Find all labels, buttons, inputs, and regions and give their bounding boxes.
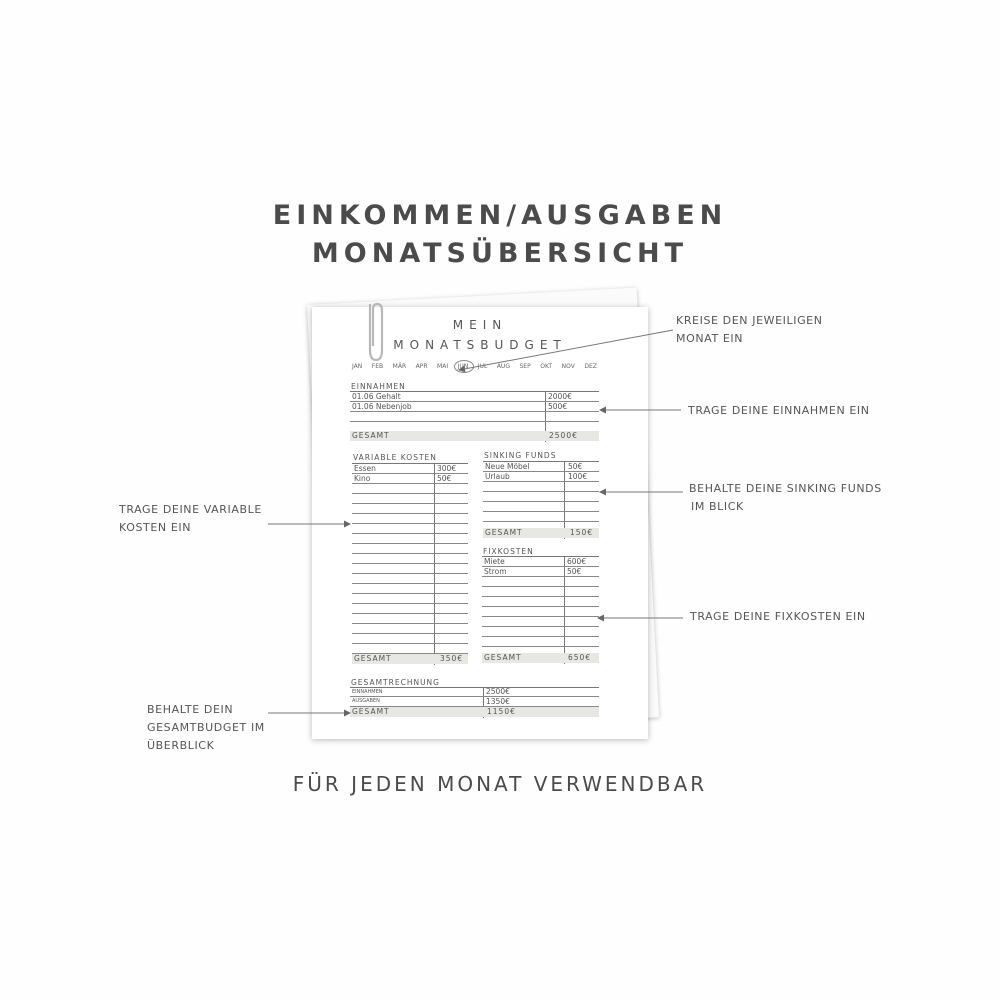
variable-total-row: GESAMT 350€ xyxy=(352,654,468,664)
summary-section-label: GESAMTRECHNUNG xyxy=(351,678,440,687)
table-row: Essen 300€ xyxy=(352,464,468,474)
month-mai[interactable]: MAI xyxy=(437,363,449,370)
month-feb[interactable]: FEB xyxy=(371,363,384,370)
annotation-fixed: TRAGE DEINE FIXKOSTEN EIN xyxy=(690,610,866,623)
footer-text: FÜR JEDEN MONAT VERWENDBAR xyxy=(292,772,708,796)
fixed-section-label: FIXKOSTEN xyxy=(483,547,534,556)
annotation-sinking: BEHALTE DEINE SINKING FUNDS IM BLICK xyxy=(689,482,882,513)
income-section-label: EINNAHMEN xyxy=(351,382,406,391)
month-mar[interactable]: MÄR xyxy=(392,363,407,370)
table-row: Neue Möbel 50€ xyxy=(483,462,599,472)
annotation-total: BEHALTE DEIN GESAMTBUDGET IM ÜBERBLICK xyxy=(147,703,265,752)
month-nov[interactable]: NOV xyxy=(561,363,575,370)
table-row: Kino 50€ xyxy=(352,474,468,484)
month-sep[interactable]: SEP xyxy=(519,363,531,370)
table-row: 01.06 Nebenjob 500€ xyxy=(350,402,599,412)
variable-section-label: VARIABLE KOSTEN xyxy=(353,453,437,462)
annotation-variable: TRAGE DEINE VARIABLE KOSTEN EIN xyxy=(119,503,262,534)
month-jul[interactable]: JUL xyxy=(477,363,488,370)
sheet-title-2: MONATSBUDGET xyxy=(393,338,567,352)
month-aug[interactable]: AUG xyxy=(496,363,510,370)
arrow-month xyxy=(459,330,673,370)
sinking-total-row: GESAMT 150€ xyxy=(483,528,599,538)
table-row: Urlaub 100€ xyxy=(483,472,599,482)
month-okt[interactable]: OKT xyxy=(540,363,553,370)
table-row: Miete 600€ xyxy=(482,557,599,567)
annotation-income: TRAGE DEINE EINNAHMEN EIN xyxy=(688,404,870,417)
sinking-section-label: SINKING FUNDS xyxy=(484,451,557,460)
income-total-row: GESAMT 2500€ xyxy=(350,431,599,441)
month-apr[interactable]: APR xyxy=(415,363,428,370)
table-row: Strom 50€ xyxy=(482,567,599,577)
sheet-title-1: MEIN xyxy=(452,318,508,332)
month-jan[interactable]: JAN xyxy=(352,363,363,370)
page-title-line-2: MONATSÜBERSICHT xyxy=(311,238,689,269)
table-row: 01.06 Gehalt 2000€ xyxy=(350,392,599,402)
page-title-line-1: EINKOMMEN/AUSGABEN xyxy=(272,200,728,231)
summary-total-row: GESAMT 1150€ xyxy=(350,707,599,717)
month-jun[interactable]: JUN xyxy=(458,363,469,370)
annotation-month: KREISE DEN JEWEILIGEN MONAT EIN xyxy=(676,314,823,345)
month-dez[interactable]: DEZ xyxy=(584,363,597,370)
table-row: AUSGABEN 1350€ xyxy=(350,697,599,707)
table-row: EINNAHMEN 2500€ xyxy=(350,688,599,697)
fixed-total-row: GESAMT 650€ xyxy=(482,653,599,663)
